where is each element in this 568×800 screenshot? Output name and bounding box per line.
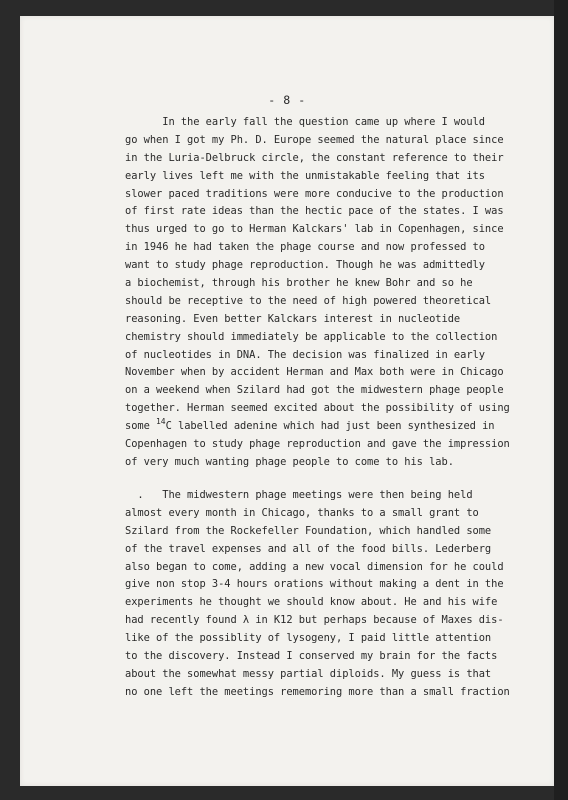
text-line: no one left the meetings rememoring more than a small fraction [125,685,510,698]
text-line: early lives left me with the unmistakable feeling that its [125,169,485,182]
isotope-rest: C labelled adenine which had just been synthesized in [165,420,495,433]
text-line: in the Luria-Delbruck circle, the constant reference to their [125,151,504,164]
isotope-prefix: some [125,420,157,433]
text-line: thus urged to go to Herman Kalckars' lab in Copenhagen, since [125,223,504,236]
paragraph-2 [125,487,510,702]
text-line: want to study phage reproduction. Though he was admittedly [125,259,485,272]
text-line: November when by accident Herman and Max both were in Chicago [125,366,504,379]
text-line: should be receptive to the need of high powered theoretical [125,294,492,307]
text-line: reasoning. Even better Kalckars interest in nucleotide [125,312,461,325]
paragraph-1 [125,114,510,472]
text-line: . The midwestern phage meetings were then being held [125,489,473,501]
text-line: give non stop 3-4 hours orations without making a dent in the [125,578,504,591]
typed-page [20,16,554,786]
text-line: to the discovery. Instead I conserved my brain for the facts [125,650,498,663]
text-line: also began to come, adding a new vocal dimension for he could [125,560,504,573]
text-line: of very much wanting phage people to come to his lab. [125,455,454,468]
text-line: In the early fall the question came up where I would [125,116,485,128]
text-line-isotope [125,418,510,436]
text-line: almost every month in Chicago, thanks to a small grant to [125,506,479,519]
text-line: Copenhagen to study phage reproduction and gave the impression [125,438,510,451]
text-line: slower paced traditions were more conducive to the production [125,187,504,200]
text-line: experiments he thought we should know about. He and his wife [125,596,498,609]
page-number: - 8 - [268,93,306,107]
text-line: together. Herman seemed excited about the possibility of using [125,402,510,415]
text-line: had recently found λ in K12 but perhaps because of Maxes dis- [125,614,504,627]
text-line: in 1946 he had taken the phage course and now professed to [125,241,485,254]
text-line: on a weekend when Szilard had got the midwestern phage people [125,384,504,397]
text-line: like of the possiblity of lysogeny, I paid little attention [125,632,492,645]
text-line: about the somewhat messy partial diploids. My guess is that [125,667,492,680]
text-line: a biochemist, through his brother he knew Bohr and so he [125,277,473,290]
text-line: of first rate ideas than the hectic pace of the states. I was [125,205,504,218]
text-line: go when I got my Ph. D. Europe seemed the natural place since [125,133,504,146]
text-line: Szilard from the Rockefeller Foundation, which handled some [125,524,492,537]
isotope-superscript: 14 [156,417,166,427]
text-line: chemistry should immediately be applicable to the collection [125,330,498,343]
text-line: of nucleotides in DNA. The decision was finalized in early [125,348,485,361]
text-line: of the travel expenses and all of the food bills. Lederberg [125,542,492,555]
scan-right-edge [554,0,568,800]
